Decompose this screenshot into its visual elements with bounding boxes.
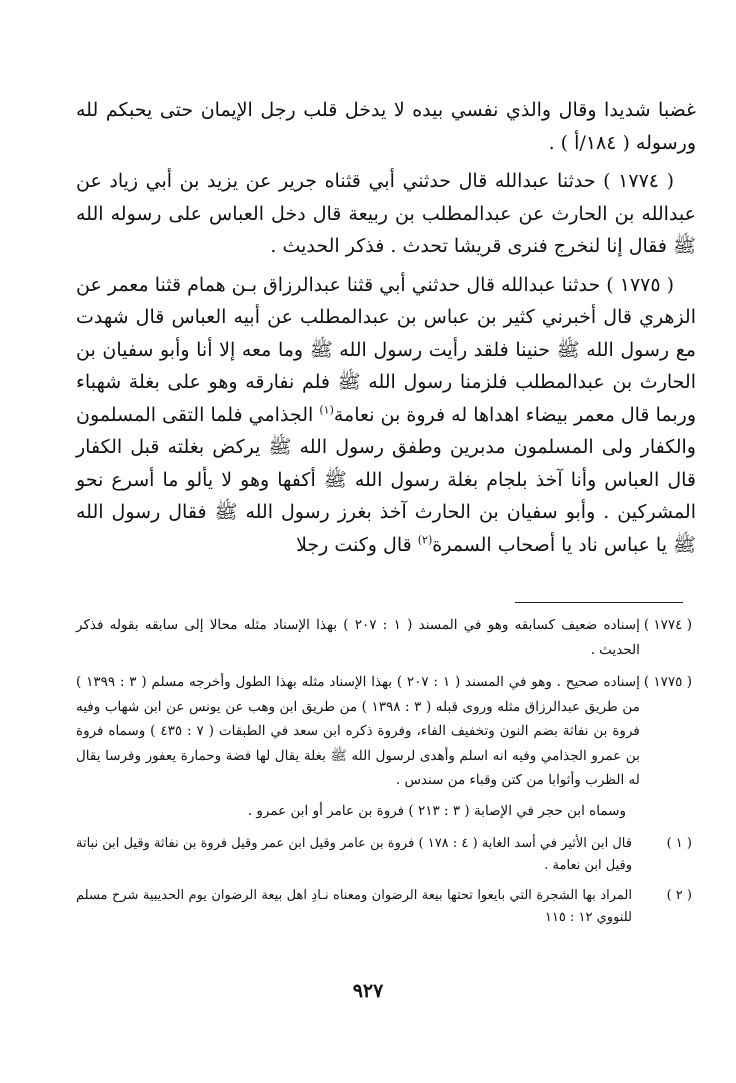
footnote-ref-2: (٢): [417, 533, 433, 547]
footnote-text: المراد بها الشجرة التي بايعوا تحتها بيعة الرضوان ومعناه نـادِ اهل بيعة الرضوان يوم الحديبية شرح مسلم للنووي ١٢ : ١١٥: [76, 888, 632, 925]
hadith-1774: [76, 165, 696, 263]
hadith-1775: [76, 269, 696, 562]
footnote-text: إسناده ضعيف كسابقه وهو في المسند ( ١ : ٢٠٧ ) بهذا الإسناد مثله محالا إلى سابقه بقوله فذكر الحديث .: [76, 617, 640, 658]
footnote-label: ( ١٧٧٤ ): [643, 617, 692, 633]
footnote-separator: [515, 602, 683, 603]
footnote-1775: [76, 670, 692, 793]
hadith-text: حدثنا عبدالله قال حدثني أبي قثنا عبدالرزاق بـن همام قثنا معمر عن الزهري قال أخبرني كثير بن عباس بن عبدالمطلب عن أبيه العباس قال شهدت مع رسول الله ﷺ حنينا فلقد رأيت رسول الله ﷺ وما معه إلا أنا وأبو سفيان بن الحارث بن عبدالمطلب فلزمنا رسول الله ﷺ فلم نفارقه وهو على بغلة شهباء وربما قال معمر بيضاء اهداها له فروة بن نعامة: [76, 273, 697, 426]
hadith-text: الجذامي فلما التقى المسلمون والكفار ولى المسلمون مدبرين وطفق رسول الله ﷺ يركض بغلته قبل الكفار قال العباس وأنا آخذ بلجام بغلة رسول الله ﷺ أكفها وهو لا يألو ما أسرع نحو المشركين . وأبو سفيان بن الحارث آخذ بغرز رسول الله ﷺ فقال رسول الله ﷺ يا عباس ناد يا أصحاب السمرة: [76, 403, 696, 556]
continuation-paragraph: غضبا شديدا وقال والذي نفسي بيده لا يدخل قلب رجل الإيمان حتى يحبكم لله ورسوله ( ١٨٤/أ ) .: [76, 99, 696, 154]
footnote-label: ( ١ ): [666, 836, 692, 851]
footnote-ref-1: (١): [319, 403, 334, 417]
footnote-text: إسناده صحيح . وهو في المسند ( ١ : ٢٠٧ ) بهذا الإسناد مثله بهذا الطول وأخرجه مسلم ( ٣ : ١٣٩٩ ) من طريق عبدالرزاق مثله وروى قبله ( ٣ : ١٣٩٨ ) من طريق ابن وهب عن يونس عن ابن شهاب وفيه فروة بن نفاثة بضم النون وتخفيف الفاء، وفروة ذكره ابن سعد في الطبقات ( ٧ : ٤٣٥ ) وسماه فروة بن عمرو الجذامي وفيه انه اسلم وأهدى لرسول الله ﷺ بغلة يقال لها فضة وحمارة يعفور وفرسا يقال له الظرب وأثوابا من كتن وقباء من سندس .: [76, 674, 640, 788]
footnote-label: ( ١٧٧٥ ): [643, 674, 692, 690]
hadith-number: ( ١٧٧٤ ): [603, 170, 674, 192]
footnote-text: قال ابن الأثير في أسد الغابة ( ٤ : ١٧٨ ) فروة بن عامر وقيل ابن عمر وقيل فروة بن نفاثة وقيل ابن نباتة وقيل ابن نعامة .: [76, 836, 632, 873]
footnote-1: [76, 833, 692, 877]
footnote-label: ( ٢ ): [666, 888, 692, 903]
footnote-2: [76, 885, 692, 929]
footnote-1774: [76, 613, 692, 662]
page-number: ٩٢٧: [352, 980, 384, 1002]
footnotes: [76, 613, 692, 937]
footnote-1775-extra: وسماه ابن حجر في الإصابة ( ٣ : ٢١٣ ) فروة بن عامر أو ابن عمرو .: [247, 802, 626, 819]
main-text: [76, 94, 696, 561]
hadith-number: ( ١٧٧٥ ): [606, 273, 675, 296]
hadith-text: قال وكنت رجلا: [296, 533, 418, 556]
hadith-text: حدثنا عبدالله قال حدثني أبي قثناه جرير عن يزيد بن أبي زياد عن عبدالله بن الحارث عن عبدالمطلب بن ربيعة قال دخل العباس على رسوله الله ﷺ فقال إنا لنخرج فنرى قريشا تحدث . فذكر الحديث .: [76, 170, 696, 257]
